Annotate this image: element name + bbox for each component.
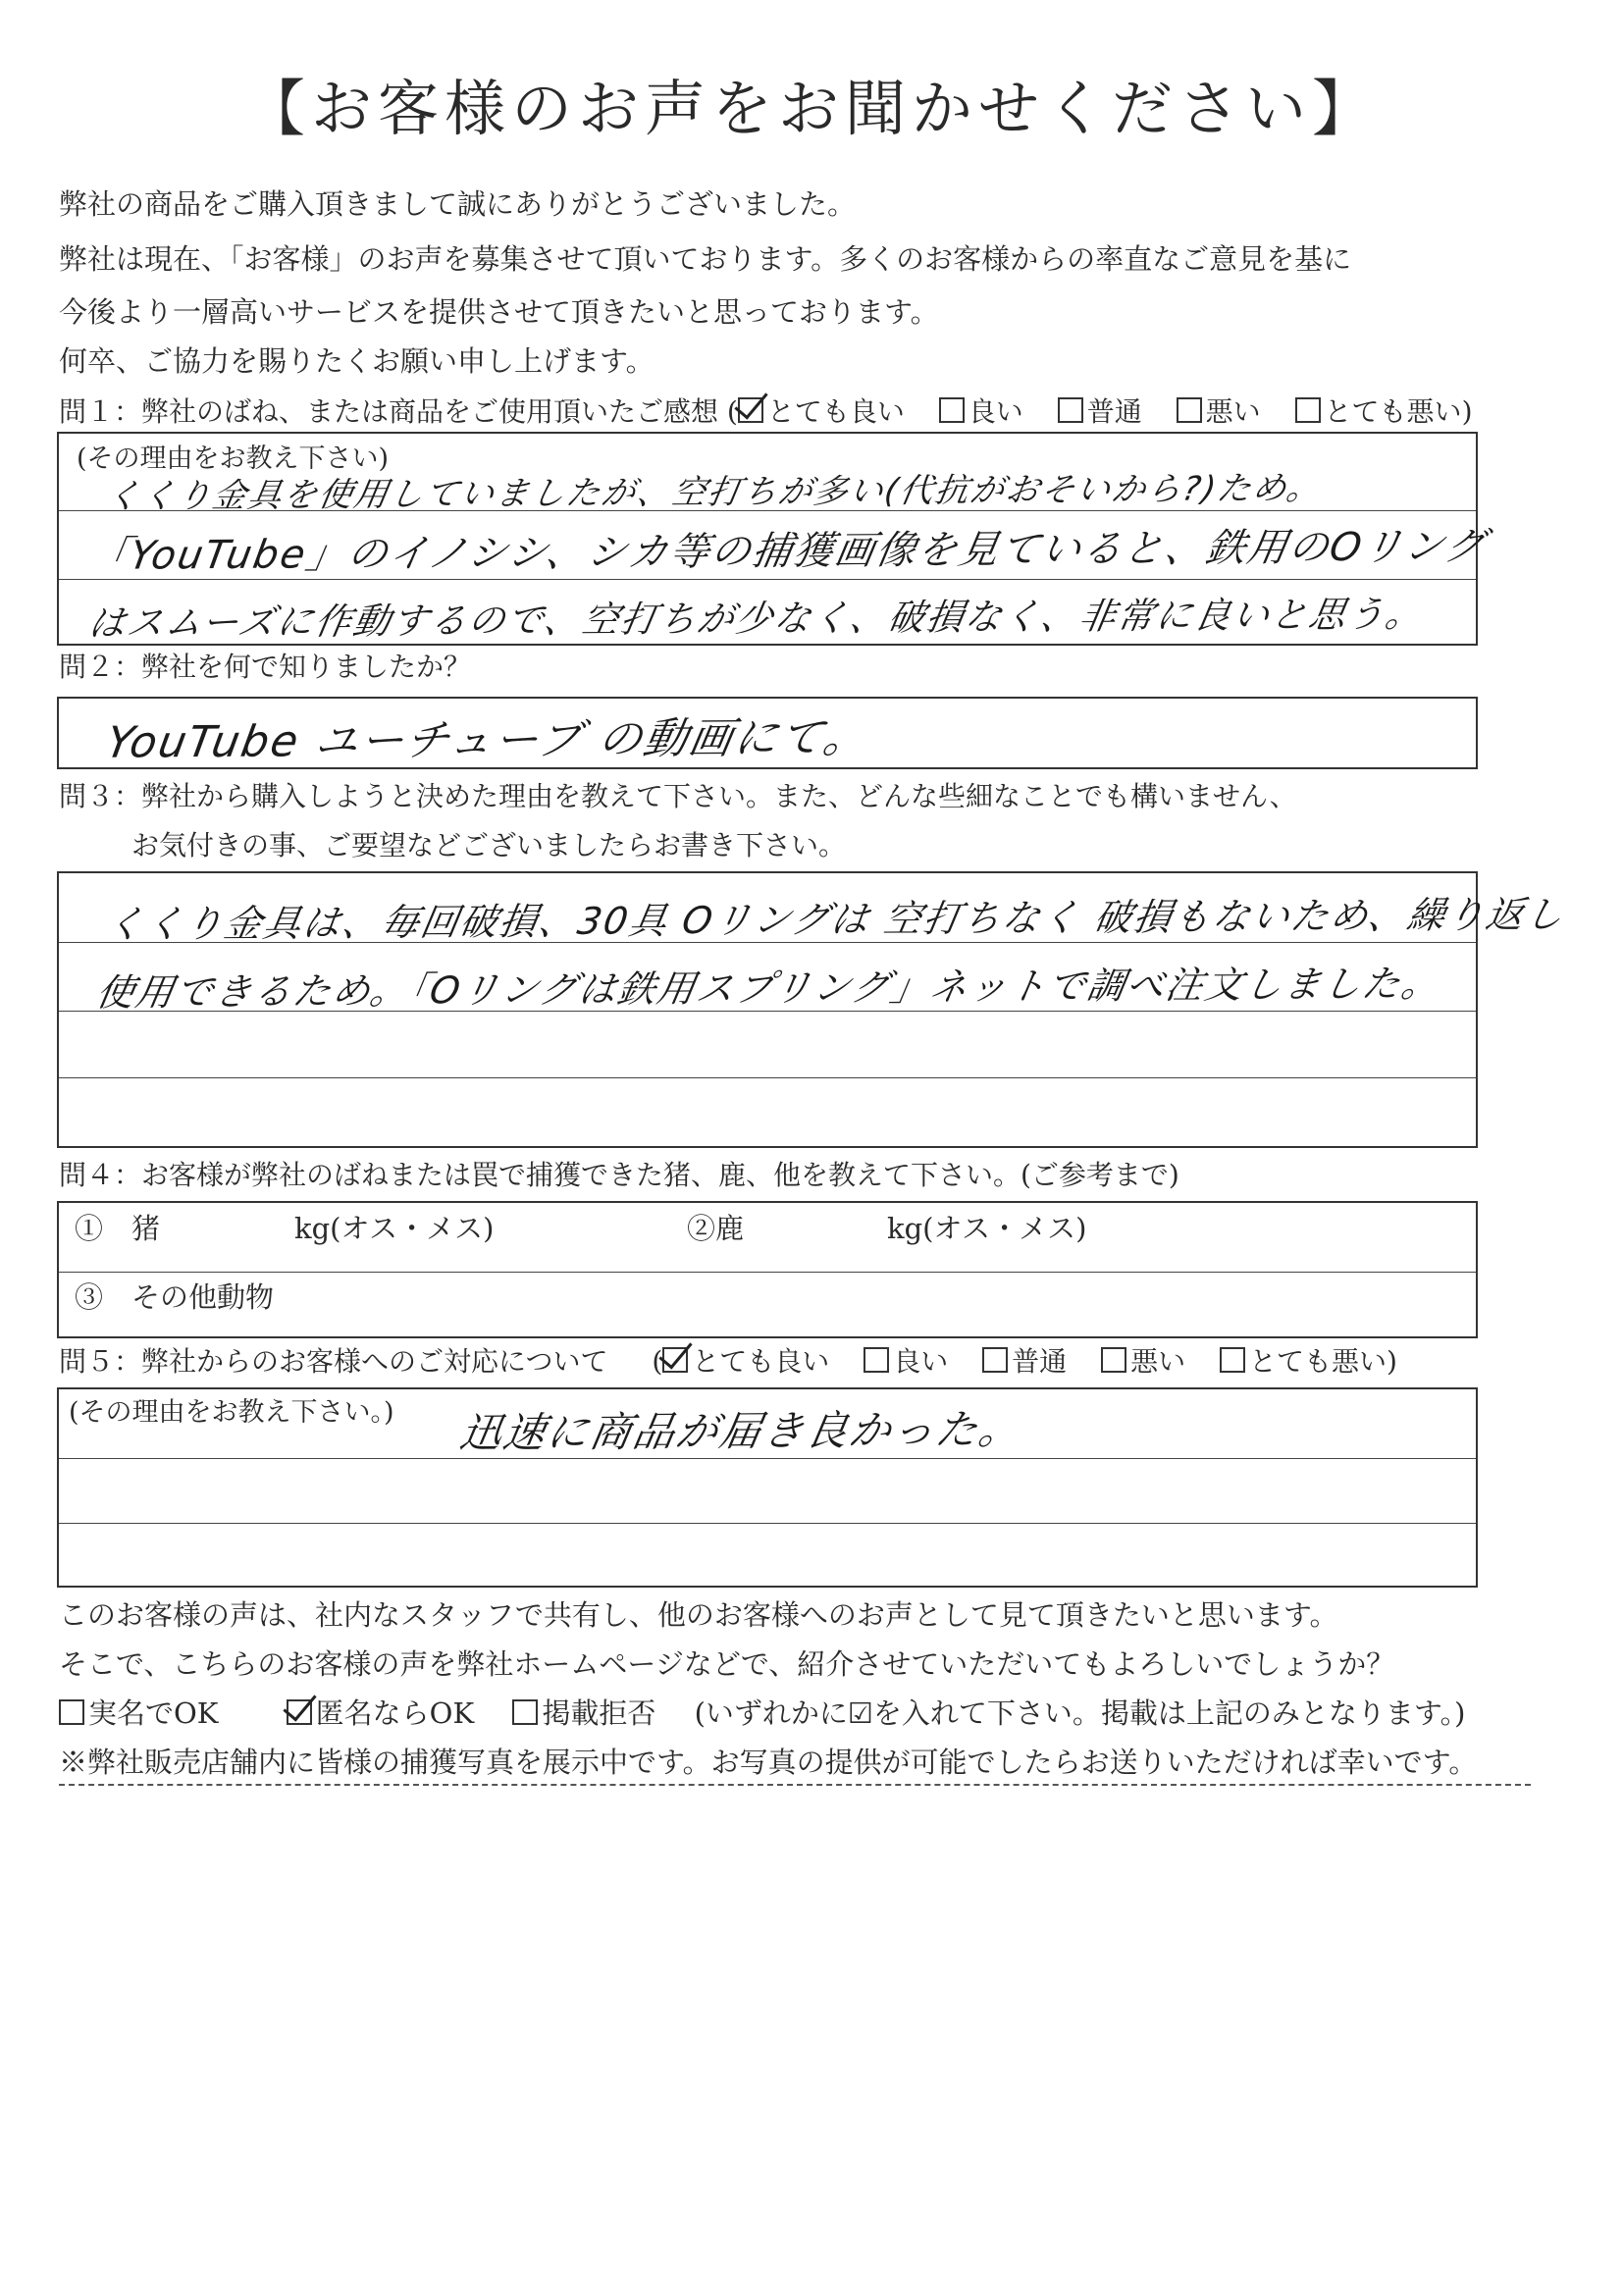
q3-answer-line-1: くくり金具は、毎回破損、30具 Oリングは 空打ちなく 破損もないため、繰り返し [102, 892, 1569, 947]
intro-line-2: 弊社は現在、「お客様」のお声を募集させて頂いております。多くのお客様からの率直なご意見を基に [59, 242, 1352, 276]
consent-anonymous-label: 匿名ならOK [315, 1696, 475, 1730]
q4-label: 問４：お客様が弊社のばねまたは罠で捕獲できた猪、鹿、他を教えて下さい。(ご参考まで) [59, 1159, 1179, 1191]
footer-line-1: このお客様の声は、社内なスタッフで共有し、他のお客様へのお声として見て頂きたいと思います。 [59, 1598, 1338, 1632]
q5-paren-close: ) [1387, 1345, 1397, 1378]
q5-question [59, 1342, 1397, 1382]
q2-label: 問２：弊社を何で知りましたか？ [59, 651, 472, 683]
q5-paren-open: ( [652, 1345, 663, 1378]
q5-option-3-checkbox[interactable] [982, 1347, 1008, 1373]
q4-answer-box[interactable] [57, 1201, 1478, 1338]
q5-option-2-label: 良い [893, 1345, 949, 1378]
consent-refuse-label: 掲載拒否 [542, 1696, 656, 1730]
q1-paren-close: ) [1461, 395, 1473, 428]
intro-line-3: 今後より一層高いサービスを提供させて頂きたいと思っております。 [59, 295, 939, 329]
q1-paren-open: ( [726, 395, 738, 428]
q5-option-3-label: 普通 [1012, 1345, 1068, 1378]
q5-option-4-label: 悪い [1130, 1345, 1186, 1378]
q5-option-2-checkbox[interactable] [864, 1347, 889, 1373]
photo-notice: ※弊社販売店舗内に皆様の捕獲写真を展示中です。お写真の提供が可能でしたらお送りいただければ幸いです。 [59, 1746, 1478, 1779]
q1-answer-line-1: くくり金具を使用していましたが、空打ちが多い(代抗がおそいから?)ため。 [103, 468, 1326, 517]
q5-answer: 迅速に商品が届き良かった。 [456, 1405, 1027, 1457]
q1-option-3-checkbox[interactable] [1058, 397, 1083, 423]
footer-line-2: そこで、こちらのお客様の声を弊社ホームページなどで、紹介させていただいてもよろしいでしょうか？ [59, 1647, 1395, 1681]
q5-reason-label: (その理由をお教え下さい。) [69, 1397, 394, 1428]
q5-option-5-checkbox[interactable] [1220, 1347, 1245, 1373]
consent-anonymous-checkbox[interactable] [287, 1699, 312, 1725]
q3-label-line-2: お気付きの事、ご要望などございましたらお書き下さい。 [131, 829, 847, 861]
q1-question [59, 392, 1473, 432]
consent-row [59, 1694, 1465, 1733]
q4-deer-label: ②鹿 [687, 1212, 745, 1245]
consent-refuse-checkbox[interactable] [512, 1699, 538, 1725]
consent-real-name-label: 実名でOK [88, 1696, 219, 1730]
intro-line-4: 何卒、ご協力を賜りたくお願い申し上げます。 [59, 344, 654, 378]
q1-option-4-checkbox[interactable] [1177, 397, 1202, 423]
q5-option-5-label: とても悪い [1248, 1345, 1387, 1378]
q1-option-5-label: とても悪い [1324, 395, 1462, 428]
q5-option-1-checkbox[interactable] [662, 1347, 688, 1373]
q3-answer-line-2: 使用できるため。「Oリングは鉄用スプリング」ネットで調べ注文しました。 [92, 962, 1445, 1015]
q3-label-line-1: 問３：弊社から購入しようと決めた理由を教えて下さい。また、どんな些細なことでも構いません、 [59, 780, 1297, 812]
q1-option-3-label: 普通 [1086, 395, 1142, 428]
consent-note: (いずれかに☑を入れて下さい。掲載は上記のみとなります。) [694, 1696, 1466, 1730]
q2-answer: YouTube ユーチューブ の動画にて。 [102, 712, 873, 768]
page-title: 【お客様のお声をお聞かせください】 [243, 73, 1379, 144]
q5-option-1-label: とても良い [692, 1345, 830, 1378]
q4-other-label: ③ その他動物 [75, 1280, 275, 1314]
q1-label: 問１：弊社のばね、または商品をご使用頂いたご感想 [59, 395, 719, 428]
q1-option-1-label: とても良い [766, 395, 905, 428]
cut-line-divider [59, 1784, 1531, 1786]
q1-option-2-label: 良い [968, 395, 1023, 428]
q1-option-2-checkbox[interactable] [939, 397, 965, 423]
consent-real-name-checkbox[interactable] [59, 1699, 84, 1725]
intro-line-1: 弊社の商品をご購入頂きまして誠にありがとうございました。 [59, 187, 857, 221]
q1-option-1-checkbox[interactable] [738, 397, 763, 423]
q4-boar-unit: kg(オス・メス) [294, 1212, 495, 1245]
q1-answer-line-2: 「YouTube」のイノシシ、シカ等の捕獲画像を見ていると、鉄用のOリング [84, 524, 1491, 579]
q5-label: 問５：弊社からのお客様へのご対応について [59, 1345, 608, 1378]
q1-answer-line-3: はスムーズに作動するので、空打ちが少なく、破損なく、非常に良いと思う。 [84, 593, 1428, 645]
q1-reason-label: (その理由をお教え下さい) [77, 444, 390, 474]
q5-option-4-checkbox[interactable] [1101, 1347, 1126, 1373]
q1-option-5-checkbox[interactable] [1295, 397, 1321, 423]
q4-boar-label: ① 猪 [75, 1212, 161, 1245]
q4-deer-unit: kg(オス・メス) [887, 1212, 1087, 1245]
q1-option-4-label: 悪い [1205, 395, 1261, 428]
